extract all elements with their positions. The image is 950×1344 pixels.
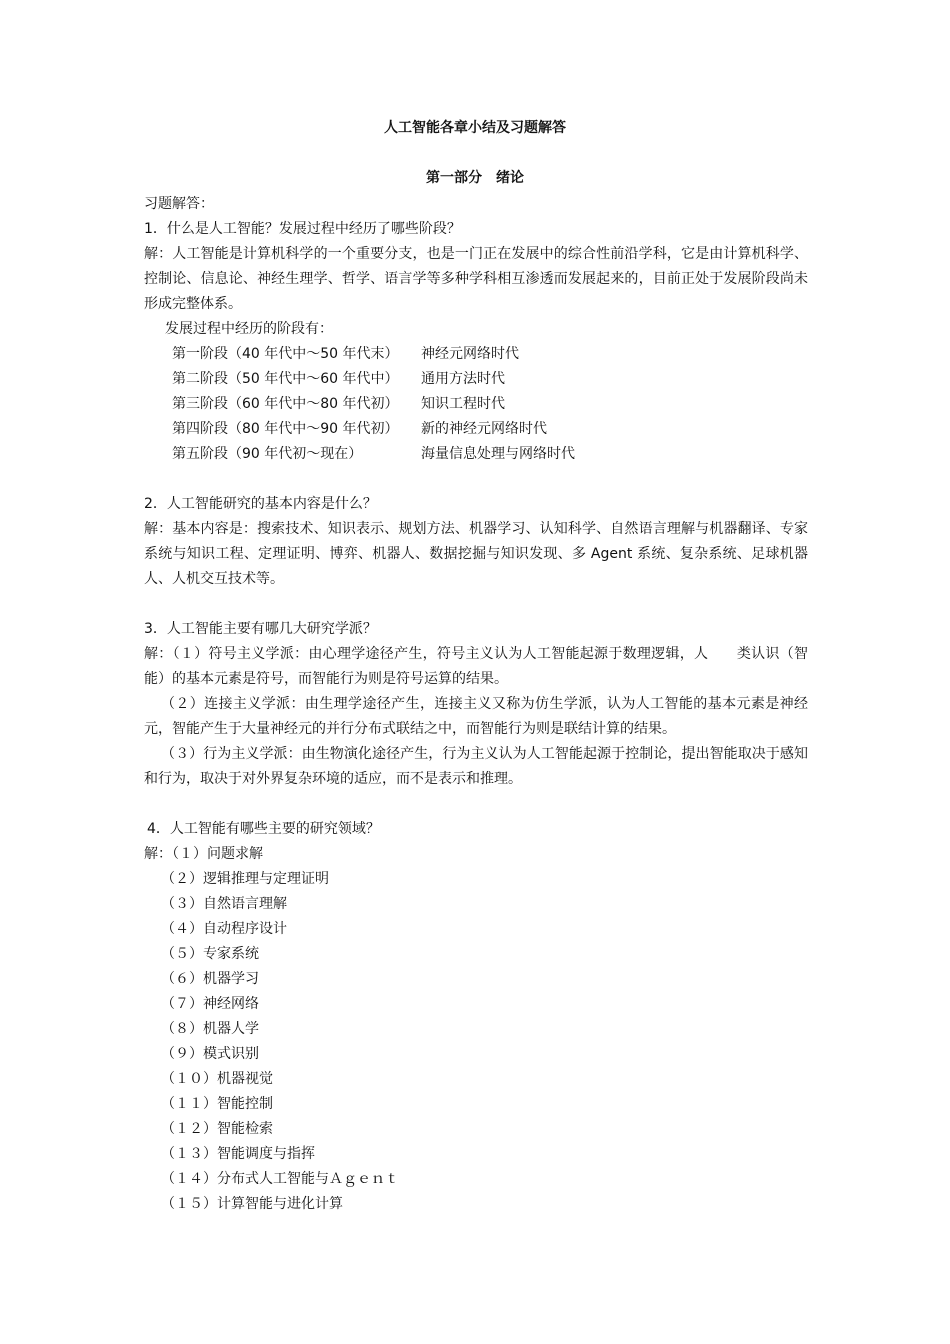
- research-area-item: （４）自动程序设计: [161, 921, 287, 937]
- section-title: 第一部分 绪论: [426, 170, 524, 186]
- stages-intro: 发展过程中经历的阶段有：: [165, 321, 333, 337]
- stage-name: 第三阶段（60 年代中～80 年代初）: [172, 396, 399, 412]
- spacer: [144, 592, 808, 617]
- stage-row: [144, 342, 808, 367]
- research-area-item: （９）模式识别: [161, 1046, 259, 1062]
- research-area-item: （１４）分布式人工智能与Ａｇｅｎｔ: [161, 1171, 399, 1187]
- stage-era: 海量信息处理与网络时代: [421, 446, 575, 462]
- research-area-item: （２）逻辑推理与定理证明: [161, 871, 329, 887]
- answer-3-behaviorism: （３）行为主义学派：由生物演化途径产生，行为主义认为人工智能起源于控制论，提出智能取决于感知和行为，取决于对外界复杂环境的适应，而不是表示和推理。: [144, 746, 808, 787]
- stage-era: 知识工程时代: [421, 396, 505, 412]
- research-area-item: （７）神经网络: [161, 996, 259, 1012]
- stage-era: 新的神经元网络时代: [421, 421, 547, 437]
- research-area-item: （１１）智能控制: [161, 1096, 273, 1112]
- stage-name: 第一阶段（40 年代中～50 年代末）: [172, 346, 399, 362]
- research-area-item: （１２）智能检索: [161, 1121, 273, 1137]
- stage-name: 第四阶段（80 年代中～90 年代初）: [172, 421, 399, 437]
- research-area-item: （１０）机器视觉: [161, 1071, 273, 1087]
- stage-era: 通用方法时代: [421, 371, 505, 387]
- stage-row: [144, 417, 808, 442]
- spacer: [144, 467, 808, 492]
- answer-3-connectionism: （２）连接主义学派：由生理学途径产生，连接主义又称为仿生学派，认为人工智能的基本元素是神经元，智能产生于大量神经元的并行分布式联结之中，而智能行为则是联结计算的结果。: [144, 696, 808, 737]
- question-3: 3．人工智能主要有哪几大研究学派？: [144, 621, 377, 637]
- answers-heading: 习题解答：: [144, 196, 214, 212]
- question-4: 4．人工智能有哪些主要的研究领域？: [147, 821, 380, 837]
- stage-row: [144, 442, 808, 467]
- answer-4-first: 解：（１）问题求解: [144, 846, 263, 862]
- answer-3-symbolism: 解：（１）符号主义学派：由心理学途径产生，符号主义认为人工智能起源于数理逻辑，人 类认识（智能）的基本元素是符号，而智能行为则是符号运算的结果。: [144, 646, 808, 687]
- research-area-item: （３）自然语言理解: [161, 896, 287, 912]
- question-2: 2．人工智能研究的基本内容是什么？: [144, 496, 377, 512]
- question-1: 1．什么是人工智能？发展过程中经历了哪些阶段？: [144, 221, 461, 237]
- answer-1: 解：人工智能是计算机科学的一个重要分支，也是一门正在发展中的综合性前沿学科，它是由计算机科学、控制论、信息论、神经生理学、哲学、语言学等多种学科相互渗透而发展起来的，目前正处于发展阶段尚未形成完整体系。: [144, 246, 808, 312]
- research-area-item: （６）机器学习: [161, 971, 259, 987]
- research-area-item: （１５）计算智能与进化计算: [161, 1196, 343, 1212]
- document-title: 人工智能各章小结及习题解答: [384, 120, 566, 136]
- stage-name: 第五阶段（90 年代初～现在）: [172, 446, 363, 462]
- stage-row: [144, 367, 808, 392]
- research-area-item: （５）专家系统: [161, 946, 259, 962]
- stage-name: 第二阶段（50 年代中～60 年代中）: [172, 371, 399, 387]
- stage-era: 神经元网络时代: [421, 346, 519, 362]
- research-area-item: （８）机器人学: [161, 1021, 259, 1037]
- document-body: [144, 192, 808, 1217]
- spacer: [144, 792, 808, 817]
- research-area-item: （１３）智能调度与指挥: [161, 1146, 315, 1162]
- stage-row: [144, 392, 808, 417]
- answer-2: 解：基本内容是：搜索技术、知识表示、规划方法、机器学习、认知科学、自然语言理解与机器翻译、专家系统与知识工程、定理证明、博弈、机器人、数据挖掘与知识发现、多 Agent 系统、复杂系统、足球机器人、人机交互技术等。: [144, 521, 808, 587]
